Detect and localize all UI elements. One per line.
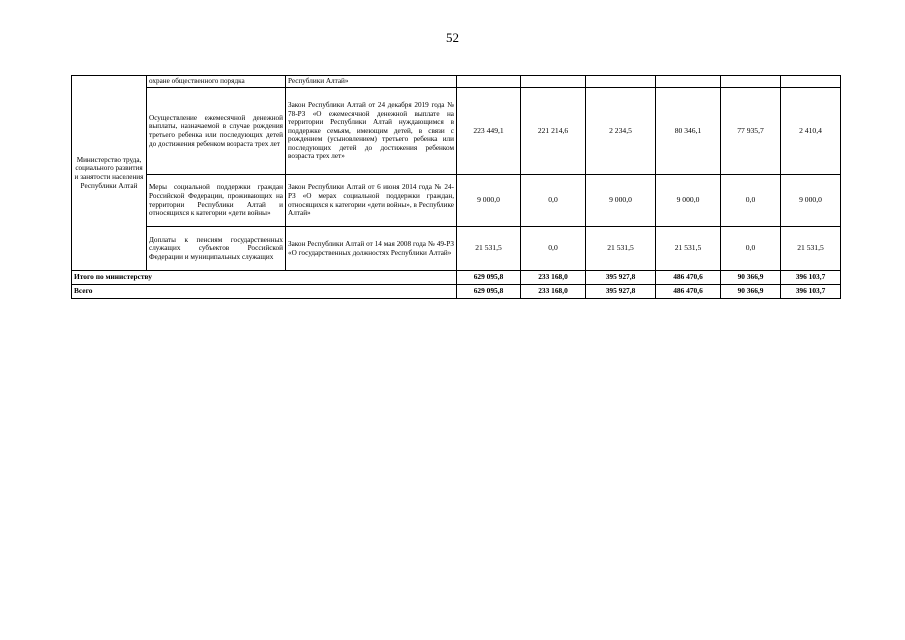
total-value: 629 095,8 <box>457 285 521 299</box>
table-row <box>72 76 841 88</box>
page-number: 52 <box>446 30 459 45</box>
total-value: 233 168,0 <box>521 271 586 285</box>
total-value: 396 103,7 <box>781 285 841 299</box>
law-cell: Закон Республики Алтай от 6 июня 2014 года № 24-РЗ «О мерах социальной поддержки граждан, относящихся к категории «дети войны», в Республике Алтай» <box>286 175 457 227</box>
grand-total-row <box>72 285 841 299</box>
ministry-cell: Министерство труда, социального развития и занятости населения Республики Алтай <box>72 76 147 271</box>
total-value: 395 927,8 <box>586 271 656 285</box>
budget-table <box>71 75 841 299</box>
total-value: 395 927,8 <box>586 285 656 299</box>
total-value: 629 095,8 <box>457 271 521 285</box>
law-cell: Республики Алтай» <box>286 76 457 88</box>
total-value: 90 366,9 <box>721 271 781 285</box>
measure-cell: Доплаты к пенсиям государственных служащих субъектов Российской Федерации и муниципальных служащих <box>147 227 286 271</box>
value-cell: 80 346,1 <box>656 88 721 175</box>
total-value: 486 470,6 <box>656 271 721 285</box>
value-cell: 221 214,6 <box>521 88 586 175</box>
value-cell <box>656 76 721 88</box>
total-value: 486 470,6 <box>656 285 721 299</box>
value-cell <box>521 76 586 88</box>
value-cell: 21 531,5 <box>656 227 721 271</box>
value-cell: 2 410,4 <box>781 88 841 175</box>
value-cell: 21 531,5 <box>457 227 521 271</box>
value-cell: 77 935,7 <box>721 88 781 175</box>
table-row <box>72 88 841 175</box>
table-row <box>72 175 841 227</box>
value-cell: 0,0 <box>521 227 586 271</box>
total-value: 396 103,7 <box>781 271 841 285</box>
measure-cell: Меры социальной поддержки граждан Российской Федерации, проживающих на территории Республики Алтай и относящихся к категории «дети войны» <box>147 175 286 227</box>
value-cell: 9 000,0 <box>656 175 721 227</box>
value-cell <box>586 76 656 88</box>
total-label: Итого по министерству <box>72 271 457 285</box>
table-row <box>72 227 841 271</box>
total-value: 90 366,9 <box>721 285 781 299</box>
value-cell: 21 531,5 <box>586 227 656 271</box>
value-cell: 21 531,5 <box>781 227 841 271</box>
value-cell <box>781 76 841 88</box>
value-cell: 0,0 <box>721 175 781 227</box>
value-cell <box>721 76 781 88</box>
value-cell: 9 000,0 <box>457 175 521 227</box>
measure-cell: Осуществление ежемесячной денежной выплаты, назначаемой в случае рождения третьего ребенка или последующих детей до достижения ребенком возраста трех лет <box>147 88 286 175</box>
value-cell: 223 449,1 <box>457 88 521 175</box>
value-cell: 0,0 <box>521 175 586 227</box>
value-cell: 0,0 <box>721 227 781 271</box>
law-cell: Закон Республики Алтай от 24 декабря 2019 года № 78-РЗ «О ежемесячной денежной выплате на территории Республики Алтай нуждающимся в поддержке семьям, имеющим детей, в связи с рождением (усыновлением) третьего ребенка или последующих детей до достижения ребенком возраста трех лет» <box>286 88 457 175</box>
law-cell: Закон Республики Алтай от 14 мая 2008 года № 49-РЗ «О государственных должностях Республики Алтай» <box>286 227 457 271</box>
total-label: Всего <box>72 285 457 299</box>
value-cell: 2 234,5 <box>586 88 656 175</box>
measure-cell: охране общественного порядка <box>147 76 286 88</box>
total-value: 233 168,0 <box>521 285 586 299</box>
total-row <box>72 271 841 285</box>
value-cell <box>457 76 521 88</box>
value-cell: 9 000,0 <box>781 175 841 227</box>
value-cell: 9 000,0 <box>586 175 656 227</box>
